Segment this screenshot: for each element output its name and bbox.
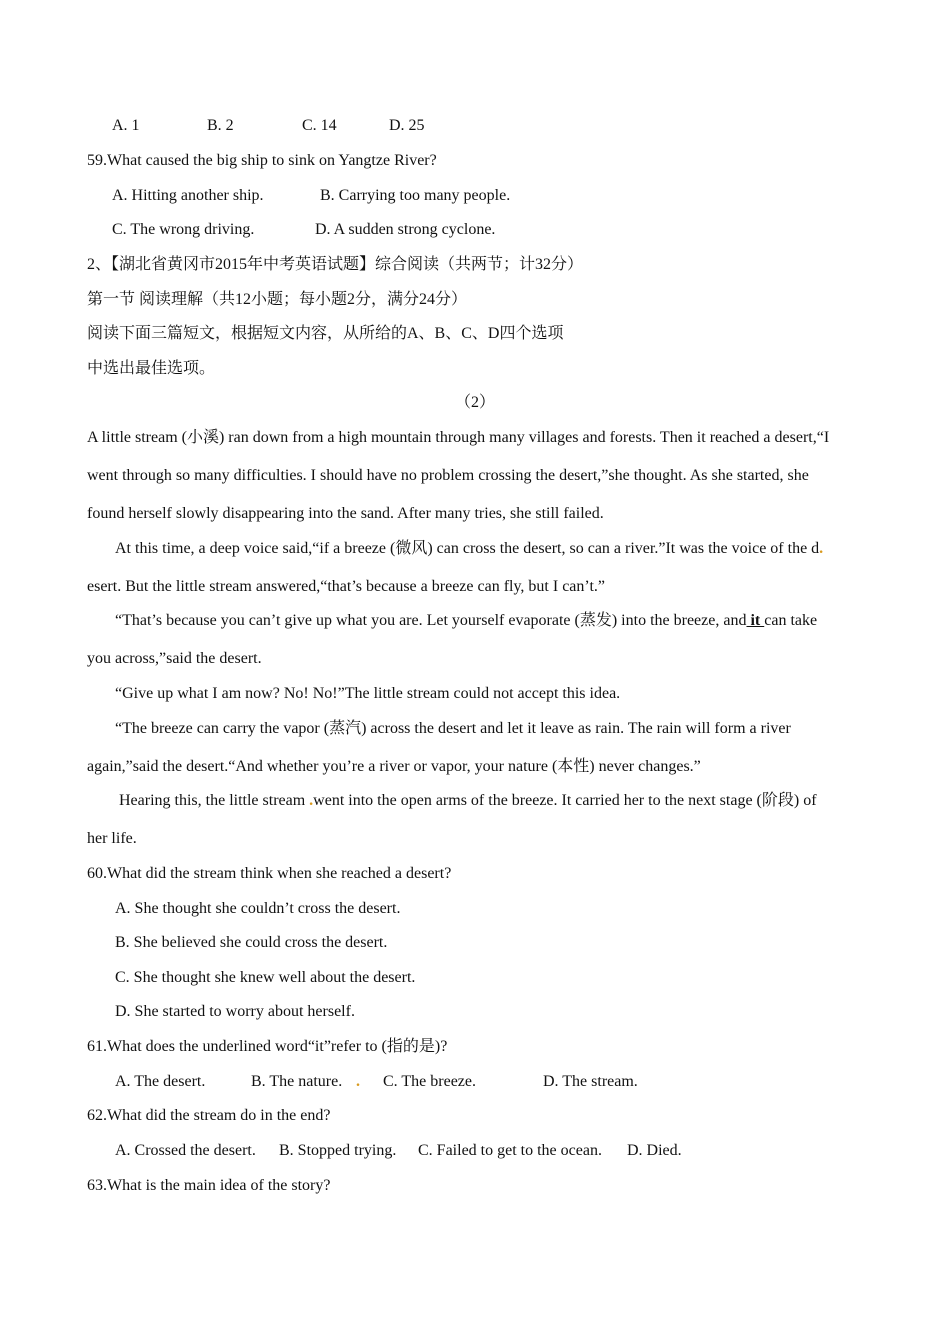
q62-option-c: C. Failed to get to the ocean.	[418, 1142, 602, 1159]
q62-question: 62.What did the stream do in the end?	[87, 1107, 331, 1124]
passage-p5-line-1: “The breeze can carry the vapor (蒸汽) across the desert and let it leave as rain. The rain will form a river	[115, 720, 791, 737]
q59-option-c: C. The wrong driving.	[112, 221, 255, 238]
q61-option-b: B. The nature.	[251, 1073, 343, 1090]
q61-option-d: D. The stream.	[543, 1073, 638, 1090]
q58-option-a: A. 1	[112, 117, 140, 134]
passage-p6-line-1	[119, 791, 817, 811]
passage-p2-line-1	[115, 539, 823, 559]
passage-p4: “Give up what I am now? No! No!”The little stream could not accept this idea.	[115, 685, 621, 702]
passage-p6-before: Hearing this, the little stream	[119, 792, 306, 809]
q59-question: 59.What caused the big ship to sink on Yangtze River?	[87, 152, 437, 169]
q62-option-b: B. Stopped trying.	[279, 1142, 397, 1159]
q59-option-d: D. A sudden strong cyclone.	[315, 221, 496, 238]
q58-option-b: B. 2	[207, 117, 234, 134]
passage-p1-line-3: found herself slowly disappearing into the sand. After many tries, she still failed.	[87, 505, 604, 522]
q60-option-c: C. She thought she knew well about the desert.	[115, 969, 416, 986]
section-part: 第一节 阅读理解（共12小题；每小题2分，满分24分）	[87, 291, 468, 308]
passage-p2-line-2: esert. But the little stream answered,“that’s because a breeze can fly, but I can’t.”	[87, 578, 605, 595]
section-instruction-1: 阅读下面三篇短文，根据短文内容，从所给的A、B、C、D四个选项	[87, 325, 564, 342]
q59-options-row-2	[112, 220, 495, 240]
passage-p3-before: “That’s because you can’t give up what you are. Let yourself evaporate (蒸发) into the breeze, and	[115, 612, 747, 629]
q62-option-d: D. Died.	[627, 1142, 682, 1159]
q59-option-a: A. Hitting another ship.	[112, 187, 264, 204]
q60-option-a: A. She thought she couldn’t cross the desert.	[115, 900, 401, 917]
orange-dot-mark: .	[356, 1073, 360, 1090]
q59-options-row-1	[112, 186, 510, 206]
q61-option-a: A. The desert.	[115, 1073, 206, 1090]
section-instruction-2: 中选出最佳选项。	[87, 360, 216, 377]
q62-options	[115, 1141, 682, 1161]
q61-option-c: C. The breeze.	[383, 1073, 476, 1090]
q61-question: 61.What does the underlined word“it”refer to (指的是)?	[87, 1038, 448, 1055]
q58-option-d: D. 25	[389, 117, 425, 134]
q63-question: 63.What is the main idea of the story?	[87, 1177, 331, 1194]
orange-dot-mark: .	[309, 792, 314, 809]
passage-p1-line-1: A little stream (小溪) ran down from a high mountain through many villages and forests. Then it reached a desert,“I	[87, 429, 830, 446]
q60-option-d: D. She started to worry about herself.	[115, 1003, 355, 1020]
passage-p2-line-1-text: At this time, a deep voice said,“if a breeze (微风) can cross the desert, so can a river.”It was the voice of the d	[115, 540, 820, 557]
section-source: 2、【湖北省黄冈市2015年中考英语试题】综合阅读（共两节；计32分）	[87, 256, 584, 273]
passage-p5-line-2: again,”said the desert.“And whether you’re a river or vapor, your nature (本性) never changes.”	[87, 758, 701, 775]
q58-options	[112, 116, 425, 136]
passage-p1-line-2: went through so many difficulties. I should have no problem crossing the desert,”she thought. As she started, she	[87, 467, 809, 484]
q62-option-a: A. Crossed the desert.	[115, 1142, 256, 1159]
passage-p3-after: can take	[764, 612, 818, 629]
passage-p6-after: went into the open arms of the breeze. It carried her to the next stage (阶段) of	[313, 792, 817, 809]
passage-p3-line-2: you across,”said the desert.	[87, 650, 262, 667]
q58-option-c: C. 14	[302, 117, 337, 134]
passage-number: （2）	[454, 394, 495, 411]
q60-option-b: B. She believed she could cross the desert.	[115, 934, 388, 951]
passage-p6-line-2: her life.	[87, 830, 137, 847]
q61-options	[115, 1072, 638, 1092]
passage-p3-line-1	[115, 611, 817, 631]
q60-question: 60.What did the stream think when she reached a desert?	[87, 865, 452, 882]
orange-dot-mark: .	[819, 540, 824, 557]
q59-option-b: B. Carrying too many people.	[320, 187, 511, 204]
underlined-word-it: it	[746, 612, 765, 629]
